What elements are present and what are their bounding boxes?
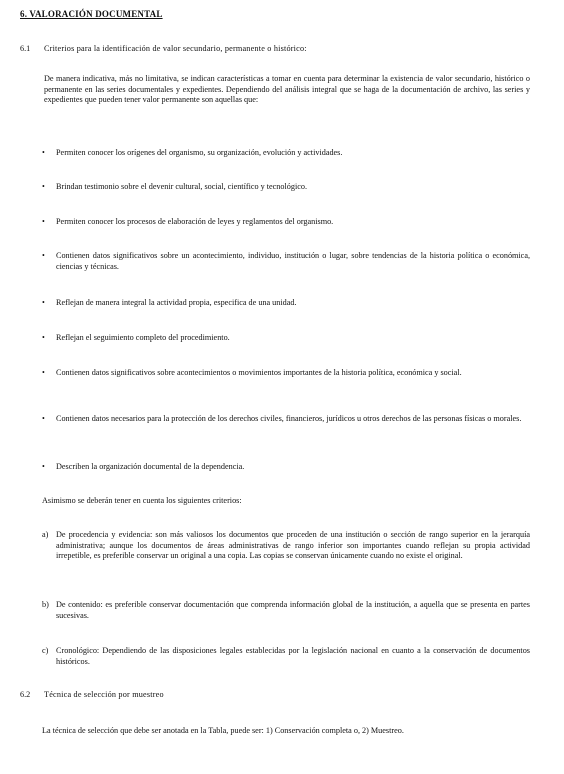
subsection-number: 6.2 xyxy=(20,690,31,699)
criteria-letter: a) xyxy=(42,530,49,539)
criteria-letter: c) xyxy=(42,646,49,655)
bullet-item: Contienen datos significativos sobre un acontecimiento, individuo, institución o lugar, sobre tendencias de la historia política o económica, ciencias y técnicas. xyxy=(56,251,530,271)
subsection-heading: Criterios para la identificación de valor secundario, permanente o histórico: xyxy=(44,44,307,53)
bullet-item: Contienen datos significativos sobre acontecimientos o movimientos importantes de la historia política, económica y social. xyxy=(56,368,462,377)
bullet-marker: • xyxy=(42,148,45,157)
bullet-item: Contienen datos necesarios para la protección de los derechos civiles, financieros, jurídicos u otros derechos de las personas físicas o morales. xyxy=(56,414,522,423)
subsection-number: 6.1 xyxy=(20,44,31,53)
bullet-marker: • xyxy=(42,414,45,423)
bullet-marker: • xyxy=(42,217,45,226)
section-title: 6. VALORACIÓN DOCUMENTAL xyxy=(20,9,163,19)
criteria-item: De procedencia y evidencia: son más valiosos los documentos que proceden de una institución o sección de rango superior en la jerarquía administrativa; aunque los documentos de áreas administrativas de rango inferior son importantes cuando reflejan su propia actividad irrepetible, es preferible conservar un original a una copia. Las copias se conservan únicamente cuando no existe el original. xyxy=(56,530,530,561)
bullet-marker: • xyxy=(42,462,45,471)
bullet-marker: • xyxy=(42,251,45,260)
criteria-item: Cronológico: Dependiendo de las disposiciones legales establecidas por la legislación nacional en cuanto a la conservación de documentos históricos. xyxy=(56,646,530,666)
bullet-marker: • xyxy=(42,368,45,377)
criteria-intro: Asimismo se deberán tener en cuenta los siguientes criterios: xyxy=(42,496,242,505)
bullet-item: Brindan testimonio sobre el devenir cultural, social, científico y tecnológico. xyxy=(56,182,308,191)
bullet-item: Permiten conocer los orígenes del organismo, su organización, evolución y actividades. xyxy=(56,148,343,157)
subsection-heading: Técnica de selección por muestreo xyxy=(44,690,164,699)
bullet-marker: • xyxy=(42,182,45,191)
bullet-item: Describen la organización documental de la dependencia. xyxy=(56,462,245,471)
criteria-item: De contenido: es preferible conservar documentación que comprenda información global de la institución, a aquella que se presenta en partes sucesivas. xyxy=(56,600,530,620)
bullet-item: Reflejan de manera integral la actividad propia, especifica de una unidad. xyxy=(56,298,297,307)
bullet-marker: • xyxy=(42,298,45,307)
intro-paragraph: De manera indicativa, más no limitativa, se indican características a tomar en cuenta para determinar la existencia de valor secundario, histórico o permanente en las series documentales y expedientes. Dependiendo del análisis integral que se haga de la documentación de archivo, las series y expedientes que pueden tener valor permanente son aquellas que: xyxy=(44,74,530,105)
criteria-letter: b) xyxy=(42,600,49,609)
bullet-item: Permiten conocer los procesos de elaboración de leyes y reglamentos del organismo. xyxy=(56,217,334,226)
bullet-marker: • xyxy=(42,333,45,342)
subsection-paragraph: La técnica de selección que debe ser anotada en la Tabla, puede ser: 1) Conservación completa o, 2) Muestreo. xyxy=(42,726,404,735)
bullet-item: Reflejan el seguimiento completo del procedimiento. xyxy=(56,333,230,342)
